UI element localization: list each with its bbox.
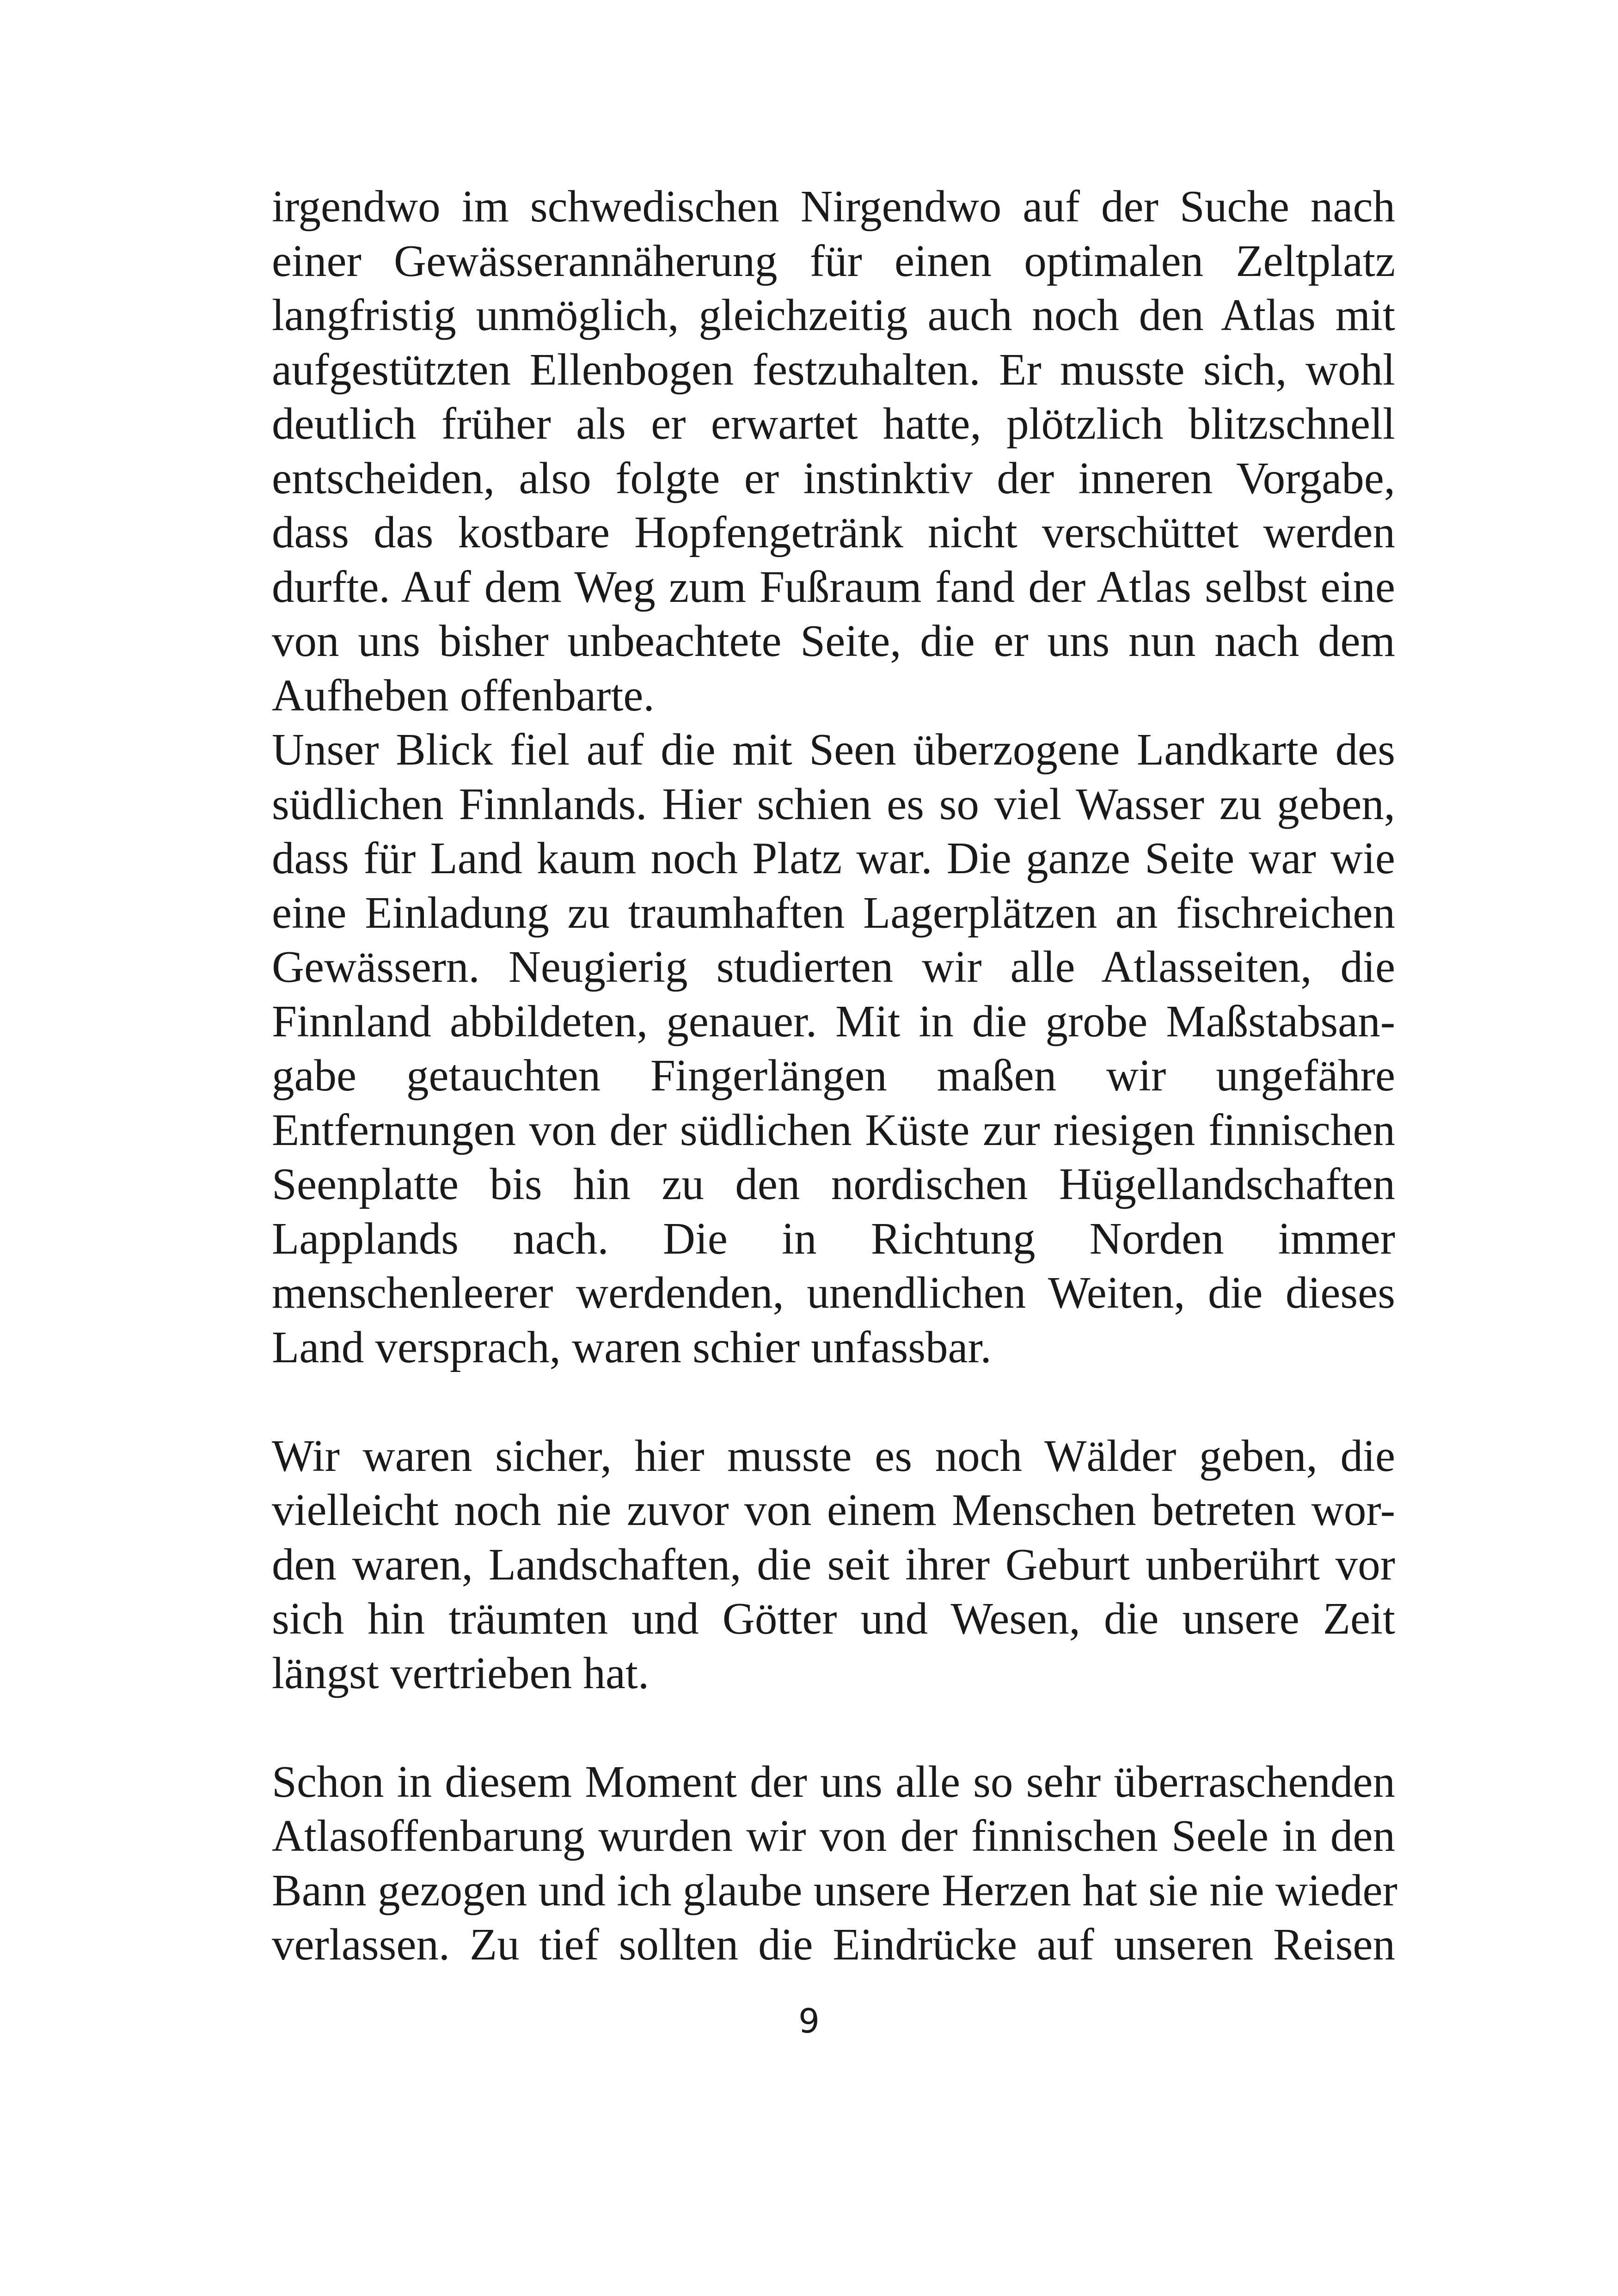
text-line: Aufheben offenbarte. [272,670,655,720]
text-line: deutlich früher als er erwartet hatte, plötzlich blitzschnell [272,399,1395,448]
text-line: Gewässern. Neugierig studierten wir alle Atlasseiten, die [272,942,1395,992]
text-line: Entfernungen von der südlichen Küste zur riesigen finnischen [272,1105,1395,1155]
body-text [272,179,1395,1972]
text-line: dass für Land kaum noch Platz war. Die ganze Seite war wie [272,833,1395,883]
text-line: gabe getauchten Fingerlängen maßen wir ungefähre [272,1051,1395,1100]
text-line: südlichen Finnlands. Hier schien es so viel Wasser zu geben, [272,779,1395,829]
text-line: Seenplatte bis hin zu den nordischen Hügellandschaften [272,1159,1395,1209]
text-line: Unser Blick fiel auf die mit Seen überzogene Landkarte des [272,725,1395,774]
paragraph-gap [272,1700,1395,1755]
text-line: dass das kostbare Hopfengetränk nicht verschüttet werden [272,508,1395,557]
text-line: verlassen. Zu tief sollten die Eindrücke auf unseren Reisen [272,1920,1395,1969]
text-line: sich hin träumten und Götter und Wesen, die unsere Zeit [272,1594,1395,1643]
paragraph-gap [272,1374,1395,1429]
text-line: Finnland abbildeten, genauer. Mit in die grobe Maßstabsan- [272,996,1395,1046]
page-number: 9 [798,2002,820,2040]
text-line: den waren, Landschaften, die seit ihrer Geburt unberührt vor [272,1539,1395,1589]
text-line: durfte. Auf dem Weg zum Fußraum fand der Atlas selbst eine [272,562,1395,612]
text-line: Atlasoffenbarung wurden wir von der finnischen Seele in den [272,1811,1395,1861]
text-line: menschenleerer werdenden, unendlichen Weiten, die dieses [272,1268,1395,1317]
text-line: Schon in diesem Moment der uns alle so sehr überraschenden [272,1757,1395,1806]
text-line: eine Einladung zu traumhaften Lagerplätzen an fischreichen [272,888,1395,937]
text-line: Lapplands nach. Die in Richtung Norden immer [272,1213,1395,1263]
text-line: von uns bisher unbeachtete Seite, die er uns nun nach dem [272,616,1395,666]
text-line: längst vertrieben hat. [272,1648,650,1698]
text-line: vielleicht noch nie zuvor von einem Menschen betreten wor- [272,1485,1395,1535]
text-line: aufgestützten Ellenbogen festzuhalten. Er musste sich, wohl [272,344,1395,394]
text-line: Bann gezogen und ich glaube unsere Herzen hat sie nie wieder [272,1865,1397,1915]
text-line: entscheiden, also folgte er instinktiv der inneren Vorgabe, [272,453,1395,503]
text-line: einer Gewässerannäherung für einen optimalen Zeltplatz [272,236,1395,286]
text-line: irgendwo im schwedischen Nirgendwo auf der Suche nach [272,182,1395,231]
text-line: Wir waren sicher, hier musste es noch Wälder geben, die [272,1431,1395,1481]
text-line: langfristig unmöglich, gleichzeitig auch noch den Atlas mit [272,290,1395,340]
text-line: Land versprach, waren schier unfassbar. [272,1322,992,1372]
